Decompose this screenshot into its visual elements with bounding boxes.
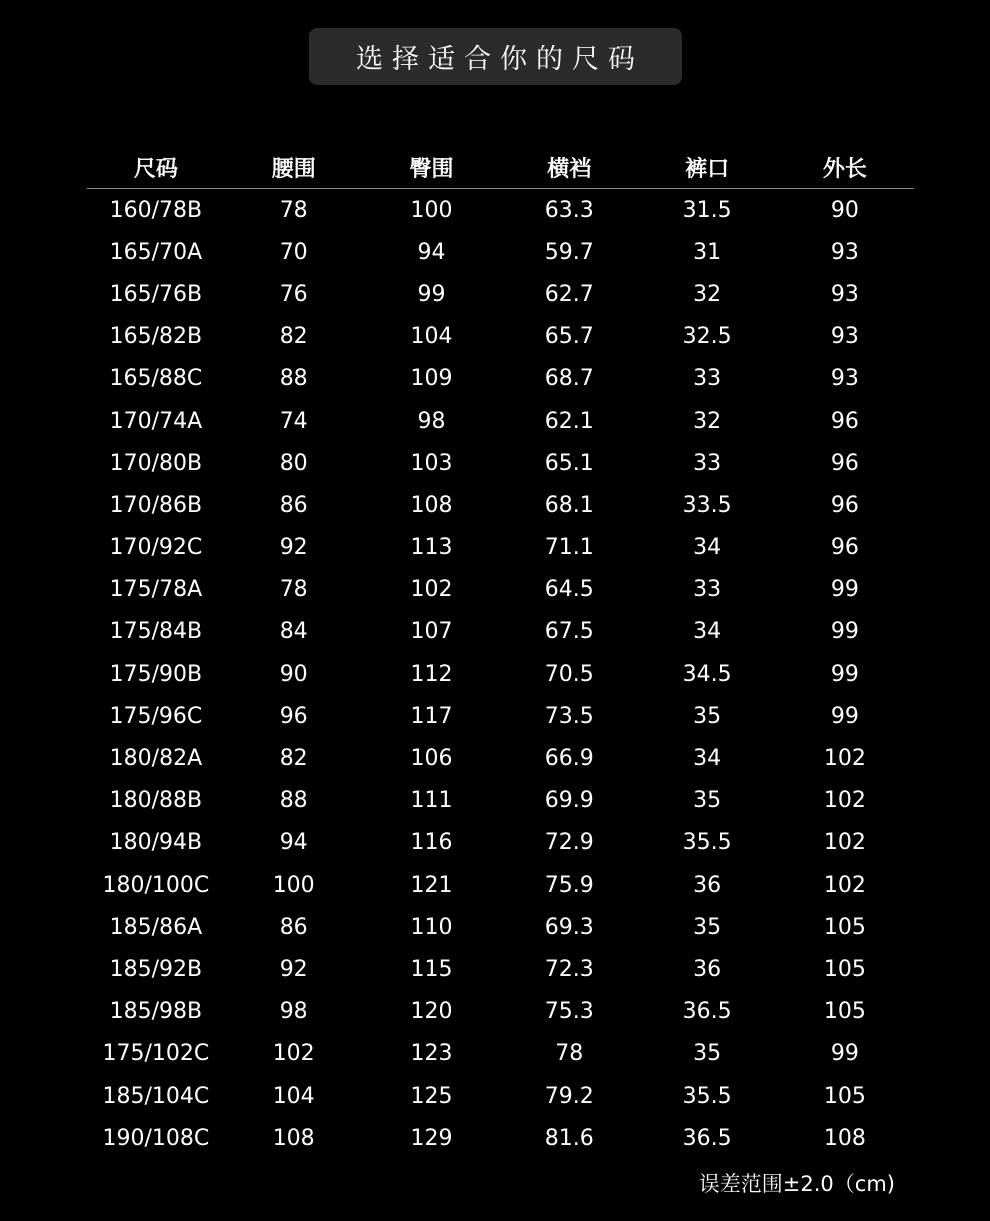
cell-leg-opening: 33 <box>693 577 722 603</box>
header-size: 尺码 <box>133 156 178 182</box>
page-title: 选择适合你的尺码 <box>356 44 644 75</box>
cell-size: 170/74A <box>109 408 203 434</box>
cell-outseam: 102 <box>823 746 866 772</box>
cell-waist: 96 <box>279 703 308 729</box>
cell-thigh: 62.7 <box>544 281 594 307</box>
cell-leg-opening: 34 <box>693 746 722 772</box>
header-outseam: 外长 <box>822 156 867 182</box>
cell-waist: 108 <box>272 1125 315 1151</box>
cell-size: 175/78A <box>109 577 203 603</box>
cell-thigh: 65.1 <box>544 450 594 476</box>
cell-thigh: 70.5 <box>544 661 594 687</box>
cell-thigh: 62.1 <box>544 408 594 434</box>
table-row <box>87 737 914 779</box>
cell-outseam: 99 <box>830 1041 859 1067</box>
cell-outseam: 105 <box>823 1083 866 1109</box>
size-table <box>87 146 914 1159</box>
cell-outseam: 90 <box>830 197 859 223</box>
cell-outseam: 108 <box>823 1125 866 1151</box>
table-row <box>87 1075 914 1117</box>
cell-thigh: 71.1 <box>544 535 594 561</box>
cell-outseam: 99 <box>830 577 859 603</box>
cell-size: 190/108C <box>102 1125 210 1151</box>
cell-hip: 123 <box>410 1041 453 1067</box>
cell-thigh: 59.7 <box>544 239 594 265</box>
cell-waist: 104 <box>272 1083 315 1109</box>
cell-leg-opening: 32 <box>693 281 722 307</box>
cell-thigh: 69.3 <box>544 914 594 940</box>
cell-waist: 94 <box>279 830 308 856</box>
cell-waist: 90 <box>279 661 308 687</box>
table-row <box>87 1117 914 1159</box>
cell-outseam: 96 <box>830 408 859 434</box>
cell-waist: 88 <box>279 788 308 814</box>
table-header <box>87 146 914 189</box>
cell-thigh: 69.9 <box>544 788 594 814</box>
table-row <box>87 484 914 526</box>
cell-outseam: 96 <box>830 535 859 561</box>
cell-leg-opening: 32.5 <box>682 324 732 350</box>
table-row <box>87 316 914 358</box>
cell-hip: 98 <box>417 408 446 434</box>
cell-thigh: 64.5 <box>544 577 594 603</box>
cell-waist: 92 <box>279 535 308 561</box>
cell-thigh: 72.9 <box>544 830 594 856</box>
cell-hip: 112 <box>410 661 453 687</box>
cell-outseam: 99 <box>830 619 859 645</box>
cell-outseam: 93 <box>830 366 859 392</box>
header-leg-opening: 裤口 <box>685 156 730 182</box>
cell-leg-opening: 31 <box>693 239 722 265</box>
table-row <box>87 653 914 695</box>
cell-size: 185/104C <box>102 1083 210 1109</box>
cell-waist: 98 <box>279 999 308 1025</box>
cell-outseam: 105 <box>823 999 866 1025</box>
cell-leg-opening: 36 <box>693 872 722 898</box>
cell-leg-opening: 35 <box>693 788 722 814</box>
title-banner <box>309 28 682 85</box>
cell-hip: 99 <box>417 281 446 307</box>
cell-hip: 111 <box>410 788 453 814</box>
cell-size: 175/96C <box>109 703 203 729</box>
cell-size: 165/76B <box>109 281 203 307</box>
cell-hip: 102 <box>410 577 453 603</box>
table-row <box>87 442 914 484</box>
table-row <box>87 695 914 737</box>
cell-size: 160/78B <box>109 197 203 223</box>
cell-hip: 129 <box>410 1125 453 1151</box>
cell-thigh: 81.6 <box>544 1125 594 1151</box>
table-row <box>87 948 914 990</box>
cell-outseam: 93 <box>830 281 859 307</box>
cell-hip: 113 <box>410 535 453 561</box>
cell-waist: 74 <box>279 408 308 434</box>
table-row <box>87 527 914 569</box>
cell-thigh: 66.9 <box>544 746 594 772</box>
cell-leg-opening: 33.5 <box>682 492 732 518</box>
cell-thigh: 65.7 <box>544 324 594 350</box>
cell-thigh: 63.3 <box>544 197 594 223</box>
cell-outseam: 105 <box>823 914 866 940</box>
table-row <box>87 906 914 948</box>
cell-hip: 120 <box>410 999 453 1025</box>
cell-thigh: 73.5 <box>544 703 594 729</box>
cell-size: 170/80B <box>109 450 203 476</box>
header-waist: 腰围 <box>271 156 316 182</box>
cell-size: 170/86B <box>109 492 203 518</box>
cell-size: 180/82A <box>109 746 203 772</box>
cell-leg-opening: 33 <box>693 450 722 476</box>
cell-waist: 70 <box>279 239 308 265</box>
cell-outseam: 102 <box>823 872 866 898</box>
cell-hip: 125 <box>410 1083 453 1109</box>
cell-leg-opening: 36.5 <box>682 999 732 1025</box>
cell-hip: 121 <box>410 872 453 898</box>
table-row <box>87 611 914 653</box>
cell-leg-opening: 35 <box>693 914 722 940</box>
table-row <box>87 189 914 231</box>
cell-hip: 108 <box>410 492 453 518</box>
cell-hip: 106 <box>410 746 453 772</box>
header-hip: 臀围 <box>409 156 454 182</box>
cell-thigh: 68.1 <box>544 492 594 518</box>
cell-outseam: 96 <box>830 492 859 518</box>
cell-size: 165/88C <box>109 366 203 392</box>
cell-waist: 76 <box>279 281 308 307</box>
cell-waist: 82 <box>279 746 308 772</box>
table-row <box>87 273 914 315</box>
cell-leg-opening: 36.5 <box>682 1125 732 1151</box>
tolerance-note: 误差范围±2.0（cm) <box>698 1172 895 1196</box>
table-body <box>87 189 914 1159</box>
cell-leg-opening: 33 <box>693 366 722 392</box>
cell-waist: 88 <box>279 366 308 392</box>
cell-hip: 117 <box>410 703 453 729</box>
cell-leg-opening: 31.5 <box>682 197 732 223</box>
cell-waist: 82 <box>279 324 308 350</box>
cell-size: 175/102C <box>102 1041 210 1067</box>
cell-leg-opening: 35 <box>693 703 722 729</box>
cell-waist: 86 <box>279 492 308 518</box>
table-row <box>87 231 914 273</box>
table-row <box>87 569 914 611</box>
cell-thigh: 79.2 <box>544 1083 594 1109</box>
cell-hip: 100 <box>410 197 453 223</box>
cell-waist: 102 <box>272 1041 315 1067</box>
cell-waist: 78 <box>279 577 308 603</box>
cell-outseam: 102 <box>823 830 866 856</box>
cell-thigh: 75.3 <box>544 999 594 1025</box>
cell-hip: 115 <box>410 956 453 982</box>
cell-leg-opening: 34.5 <box>682 661 732 687</box>
table-row <box>87 780 914 822</box>
cell-waist: 78 <box>279 197 308 223</box>
cell-leg-opening: 32 <box>693 408 722 434</box>
cell-thigh: 75.9 <box>544 872 594 898</box>
header-thigh: 横裆 <box>547 156 592 182</box>
cell-size: 175/84B <box>109 619 203 645</box>
cell-size: 180/94B <box>109 830 203 856</box>
cell-outseam: 102 <box>823 788 866 814</box>
cell-size: 185/92B <box>109 956 203 982</box>
table-row <box>87 400 914 442</box>
cell-hip: 116 <box>410 830 453 856</box>
cell-hip: 94 <box>417 239 446 265</box>
cell-waist: 86 <box>279 914 308 940</box>
cell-leg-opening: 34 <box>693 535 722 561</box>
cell-thigh: 68.7 <box>544 366 594 392</box>
cell-leg-opening: 35 <box>693 1041 722 1067</box>
cell-outseam: 99 <box>830 703 859 729</box>
cell-hip: 107 <box>410 619 453 645</box>
table-row <box>87 1033 914 1075</box>
cell-size: 185/86A <box>109 914 203 940</box>
cell-outseam: 93 <box>830 239 859 265</box>
cell-size: 185/98B <box>109 999 203 1025</box>
cell-leg-opening: 36 <box>693 956 722 982</box>
cell-thigh: 72.3 <box>544 956 594 982</box>
table-row <box>87 822 914 864</box>
cell-size: 180/100C <box>102 872 210 898</box>
cell-waist: 100 <box>272 872 315 898</box>
cell-size: 165/82B <box>109 324 203 350</box>
cell-waist: 92 <box>279 956 308 982</box>
cell-thigh: 78 <box>555 1041 584 1067</box>
cell-hip: 104 <box>410 324 453 350</box>
cell-waist: 84 <box>279 619 308 645</box>
cell-size: 175/90B <box>109 661 203 687</box>
cell-thigh: 67.5 <box>544 619 594 645</box>
cell-size: 170/92C <box>109 535 203 561</box>
cell-outseam: 105 <box>823 956 866 982</box>
cell-hip: 103 <box>410 450 453 476</box>
cell-leg-opening: 34 <box>693 619 722 645</box>
table-row <box>87 358 914 400</box>
cell-waist: 80 <box>279 450 308 476</box>
cell-outseam: 99 <box>830 661 859 687</box>
cell-leg-opening: 35.5 <box>682 830 732 856</box>
cell-outseam: 96 <box>830 450 859 476</box>
cell-leg-opening: 35.5 <box>682 1083 732 1109</box>
cell-outseam: 93 <box>830 324 859 350</box>
cell-hip: 109 <box>410 366 453 392</box>
cell-size: 165/70A <box>109 239 203 265</box>
cell-hip: 110 <box>410 914 453 940</box>
cell-size: 180/88B <box>109 788 203 814</box>
table-row <box>87 864 914 906</box>
table-row <box>87 991 914 1033</box>
